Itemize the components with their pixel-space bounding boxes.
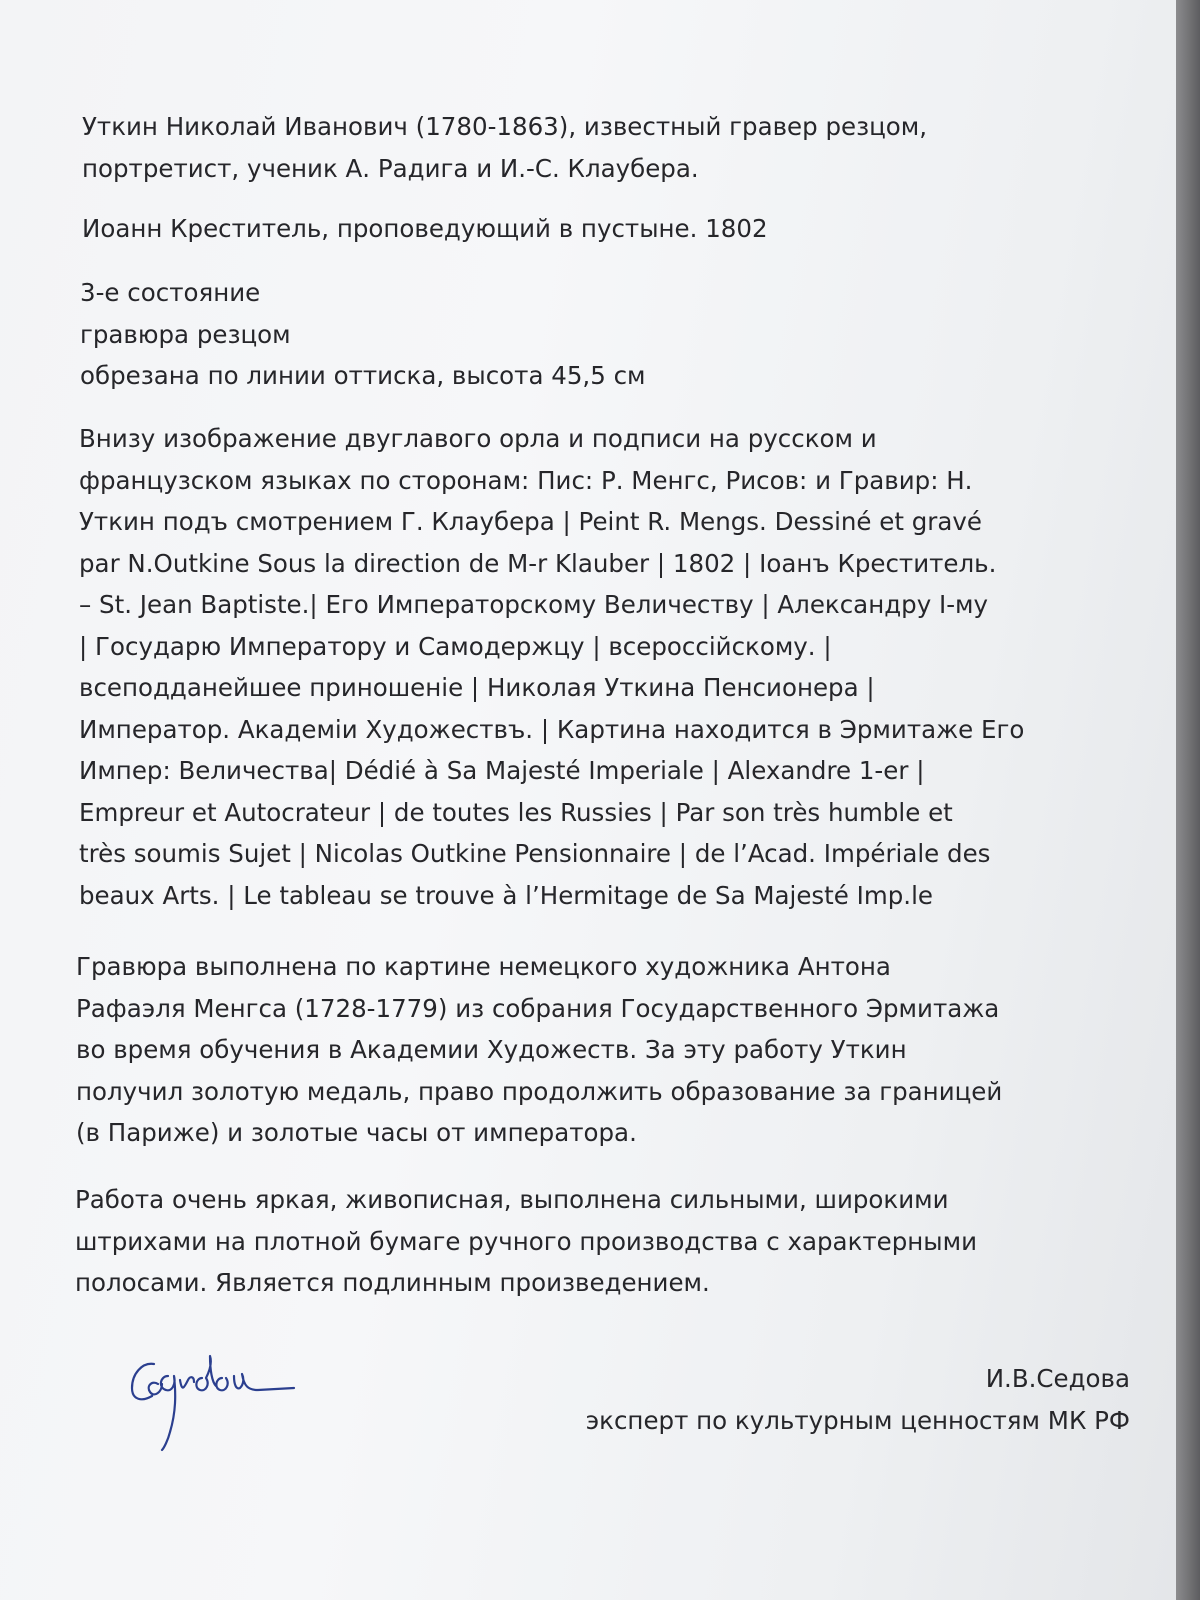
inscription-line: Внизу изображение двуглавого орла и подписи на русском и — [79, 424, 877, 453]
description-line: Работа очень яркая, живописная, выполнена сильными, широкими — [75, 1185, 949, 1214]
signatory-name: И.В.Седова — [985, 1364, 1130, 1393]
spec-line: гравюра резцом — [80, 319, 291, 349]
inscription-line: Император. Академіи Художествъ. | Картина находится в Эрмитаже Его — [79, 714, 1025, 744]
inscription-line: – St. Jean Baptiste.| Его Императорскому Величеству | Александру I-му — [79, 590, 989, 619]
note-line: во время обучения в Академии Художеств. За эту работу Уткин — [76, 1035, 907, 1064]
work-title-paragraph — [82, 208, 768, 250]
engraving-note-paragraph — [76, 946, 1002, 1154]
inscription-line: Уткин подъ смотрением Г. Клаубера | Peint R. Mengs. Dessiné et gravé — [79, 507, 982, 536]
handwritten-signature — [118, 1340, 308, 1470]
inscription-paragraph — [79, 418, 1024, 916]
background-edge — [1176, 0, 1200, 1600]
inscription-line: всеподданейшее приношеніе | Николая Уткина Пенсионера | — [79, 673, 875, 702]
description-line: штрихами на плотной бумаге ручного производства с характерными — [75, 1226, 978, 1256]
description-paragraph — [75, 1179, 977, 1304]
inscription-line: par N.Outkine Sous la direction de M-r Klauber | 1802 | Іоанъ Креститель. — [79, 548, 997, 578]
work-title: Иоанн Креститель, проповедующий в пустыне. 1802 — [82, 214, 768, 243]
signatory-role: эксперт по культурным ценностям МК РФ — [585, 1406, 1130, 1435]
note-line: Рафаэля Менгса (1728-1779) из собрания Государственного Эрмитажа — [76, 993, 1000, 1023]
inscription-line: Импер: Величества| Dédié à Sa Majesté Imperiale | Alexandre 1-er | — [79, 756, 925, 785]
specs-paragraph — [80, 272, 646, 397]
spec-line: 3-е состояние — [80, 278, 261, 307]
author-line: Уткин Николай Иванович (1780-1863), известный гравер резцом, — [82, 112, 928, 141]
author-line: портретист, ученик А. Радига и И.-С. Клаубера. — [82, 153, 699, 183]
author-paragraph — [82, 106, 927, 189]
inscription-line: французском языках по сторонам: Пис: Р. Менгс, Рисов: и Гравир: Н. — [79, 465, 973, 495]
inscription-line: | Государю Императору и Самодержцу | всероссійскому. | — [79, 631, 832, 661]
note-line: Гравюра выполнена по картине немецкого художника Антона — [76, 952, 891, 981]
inscription-line: Empreur et Autocrateur | de toutes les Russies | Par son très humble et — [79, 797, 953, 827]
inscription-line: beaux Arts. | Le tableau se trouve à l’Hermitage de Sa Majesté Imp.le — [79, 880, 933, 910]
signature-stroke — [132, 1356, 294, 1450]
description-line: полосами. Является подлинным произведением. — [75, 1268, 710, 1297]
spec-line: обрезана по линии оттиска, высота 45,5 см — [80, 361, 646, 390]
inscription-line: très soumis Sujet | Nicolas Outkine Pensionnaire | de l’Acad. Impériale des — [79, 839, 991, 868]
note-line: (в Париже) и золотые часы от императора. — [76, 1118, 637, 1147]
note-line: получил золотую медаль, право продолжить образование за границей — [76, 1076, 1003, 1106]
